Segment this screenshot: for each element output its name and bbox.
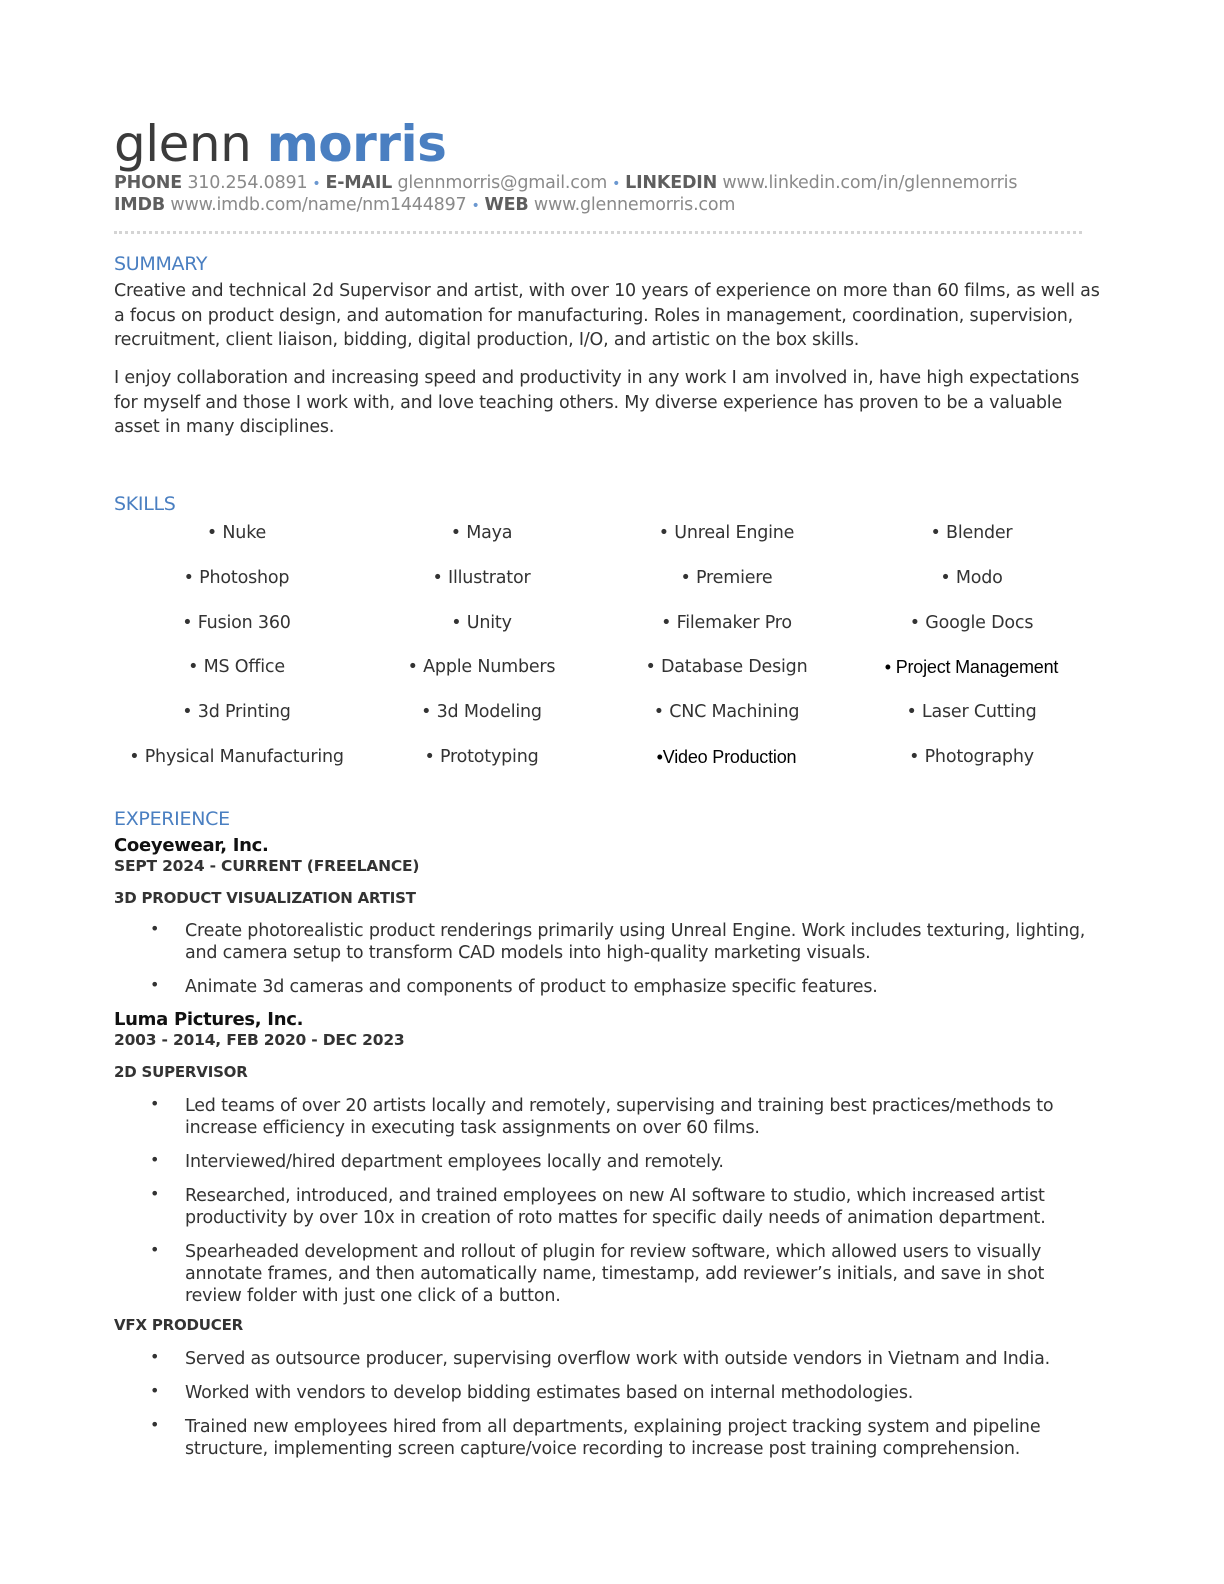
bullet-item: • Animate 3d cameras and components of product to emphasize specific features. [150,976,1100,998]
bullet-item: • Trained new employees hired from all departments, explaining project tracking system and pipeline structure, implementing screen capture/voice recording to increase post training comprehension. [150,1416,1100,1460]
bullet-item: • Researched, introduced, and trained employees on new AI software to studio, which increased artist productivity by over 10x in creation of roto mattes for specific daily needs of animation department. [150,1185,1100,1229]
skill-item: • 3d Printing [182,702,291,723]
skill-item: • Blender [930,523,1013,543]
summary-heading: SUMMARY [114,253,208,275]
separator-dot: • [471,198,480,214]
role-title: 2D SUPERVISOR [114,1063,248,1081]
bullet-item: • Spearheaded development and rollout of plugin for review software, which allowed users to visually annotate frames, and then automatically name, timestamp, add reviewer’s initials, and save in shot review folder with just one click of a button. [150,1241,1100,1307]
skill-item: • Photography [909,746,1034,767]
skill-item: • Laser Cutting [906,702,1037,723]
skill-item: • Prototyping [424,746,539,767]
skill-item: • Filemaker Pro [661,612,792,633]
phone-label: PHONE [114,173,182,193]
skill-item: • Maya [450,523,513,543]
separator-dot: • [312,176,321,192]
linkedin-link[interactable]: www.linkedin.com/in/glennemorris [722,173,1018,193]
summary-paragraph-2: I enjoy collaboration and increasing speed and productivity in any work I am involved in, have high expectations for myself and those I work with, and love teaching others. My diverse experience has proven to be a valuable asset in many disciplines. [114,368,1080,438]
skill-item: • Photoshop [183,567,290,588]
skill-item: • Nuke [206,523,267,543]
role-bullets [150,1095,1100,1319]
bullet-item: • Served as outsource producer, supervising overflow work with outside vendors in Vietnam and India. [150,1348,1100,1370]
web-label: WEB [484,195,529,215]
skill-item: • Google Docs [909,612,1034,633]
header-divider [114,231,1082,234]
contact-line-2 [114,194,735,217]
first-name: glenn [114,115,252,173]
bullet-item: • Interviewed/hired department employees locally and remotely. [150,1151,1100,1173]
imdb-label: IMDB [114,195,165,215]
skills-grid [114,518,1094,787]
phone-value: 310.254.0891 [187,173,308,193]
last-name: morris [266,115,447,173]
experience-heading: EXPERIENCE [114,808,230,830]
email-link[interactable]: glennmorris@gmail.com [397,173,608,193]
skill-item: • Apple Numbers [407,657,556,678]
skill-item: • 3d Modeling [421,702,542,723]
summary-paragraph-1: Creative and technical 2d Supervisor and artist, with over 10 years of experience on more than 60 films, as well as a focus on product design, and automation for manufacturing. Roles in management, coordination, supervision, recruitment, client liaison, bidding, digital production, I/O, and artistic on the box skills. [114,281,1100,351]
skill-item: •Video Production [656,746,797,767]
role-title: VFX PRODUCER [114,1316,243,1334]
separator-dot: • [612,176,621,192]
skill-item: • Physical Manufacturing [129,746,344,767]
skill-item: • Premiere [680,567,773,588]
role-bullets [150,920,1100,1010]
skill-item: • Unity [451,612,512,633]
web-link[interactable]: www.glennemorris.com [533,195,736,215]
contact-line-1 [114,172,1017,195]
linkedin-label: LINKEDIN [625,173,718,193]
skills-heading: SKILLS [114,493,176,515]
skill-item: • Modo [940,567,1003,588]
company-name: Luma Pictures, Inc. [114,1009,304,1030]
candidate-name [114,114,446,174]
job-dates: SEPT 2024 - CURRENT (FREELANCE) [114,857,420,875]
skill-item: • Database Design [645,657,808,678]
job-dates: 2003 - 2014, FEB 2020 - DEC 2023 [114,1031,405,1049]
email-label: E-MAIL [325,173,393,193]
skill-item: • CNC Machining [653,702,800,723]
imdb-link[interactable]: www.imdb.com/name/nm1444897 [170,195,467,215]
skill-item: • Illustrator [432,567,531,588]
bullet-item: • Led teams of over 20 artists locally and remotely, supervising and training best practices/methods to increase efficiency in executing task assignments on over 60 films. [150,1095,1100,1139]
skill-item: • Project Management [884,657,1059,678]
skill-item: • MS Office [188,657,285,678]
bullet-item: • Create photorealistic product renderings primarily using Unreal Engine. Work includes texturing, lighting, and camera setup to transform CAD models into high-quality marketing visuals. [150,920,1100,964]
role-title: 3D PRODUCT VISUALIZATION ARTIST [114,889,416,907]
skill-item: • Fusion 360 [182,612,291,633]
role-bullets [150,1348,1100,1472]
bullet-item: • Worked with vendors to develop bidding estimates based on internal methodologies. [150,1382,1100,1404]
skill-item: • Unreal Engine [658,523,795,543]
company-name: Coeyewear, Inc. [114,835,269,856]
